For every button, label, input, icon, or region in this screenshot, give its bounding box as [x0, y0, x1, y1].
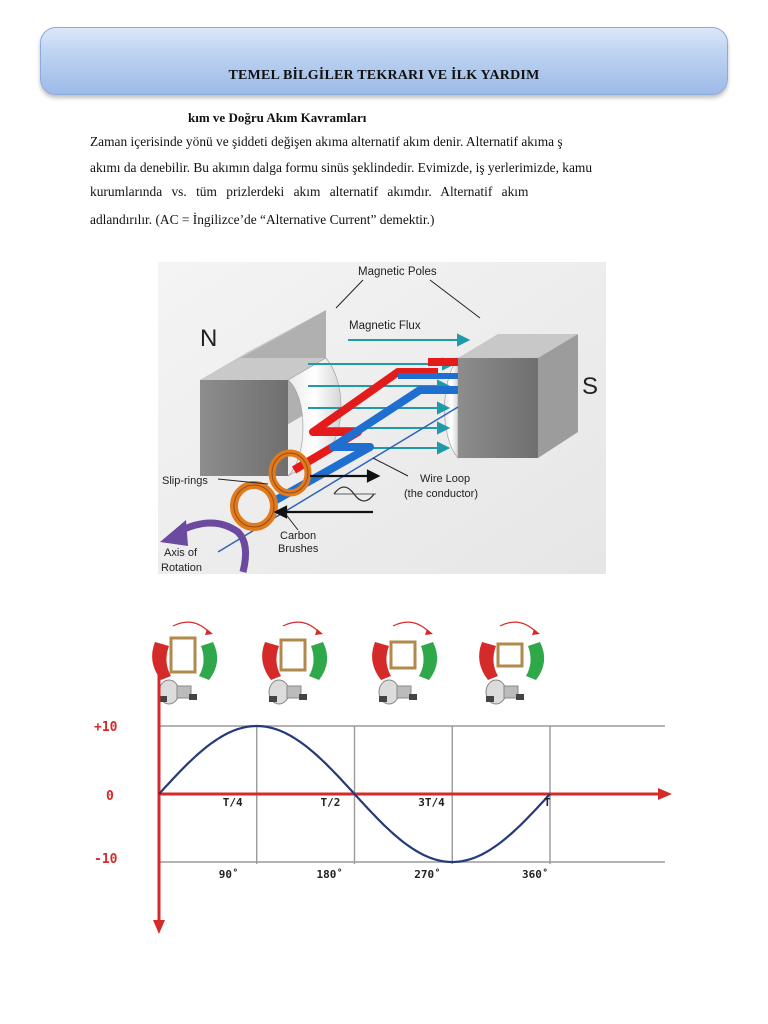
magnetic-flux-label: Magnetic Flux	[349, 320, 421, 332]
x-axis-arrow-icon	[658, 788, 672, 800]
time-tick-labels	[223, 796, 551, 809]
rotation-label: Rotation	[161, 562, 202, 574]
generator-thumbnail-icon	[372, 622, 437, 704]
degree-tick-label: 270˚	[414, 868, 441, 881]
sine-wave-chart	[80, 612, 680, 937]
degree-tick-label: 360˚	[522, 868, 549, 881]
generator-thumbnail-icon	[479, 622, 544, 704]
carbon-label: Carbon	[280, 530, 317, 542]
wire-loop-conductor-label: (the conductor)	[404, 488, 478, 500]
degree-tick-labels	[219, 868, 549, 881]
degree-tick-label: 90˚	[218, 868, 239, 881]
y-tick-label-zero: 0	[106, 789, 114, 804]
time-tick-label: 3T/4	[418, 796, 445, 809]
paragraph-line-3: kurumlarında vs. tüm prizlerdeki akım alternatif akımdır. Alternatif akım	[90, 184, 529, 199]
pole-n-label: N	[200, 325, 218, 352]
degree-tick-label: 180˚	[316, 868, 343, 881]
pole-s-label: S	[582, 373, 599, 400]
generator-thumbnails	[152, 622, 544, 704]
paragraph-line-2: akımı da denebilir. Bu akımın dalga formu sinüs şeklindedir. Evimizde, iş yerlerimizde, kamu	[90, 160, 593, 175]
slip-rings-label: Slip-rings	[162, 475, 208, 487]
time-tick-label: T/4	[222, 796, 243, 809]
chart-axes	[153, 650, 672, 934]
y-tick-label-minus10: -10	[94, 852, 118, 867]
magnetic-poles-label: Magnetic Poles	[358, 266, 437, 278]
axis-of-label: Axis of	[164, 547, 198, 559]
time-tick-label: T/2	[320, 796, 341, 809]
wire-loop-label: Wire Loop	[420, 473, 471, 485]
y-tick-label-plus10: +10	[94, 720, 118, 735]
brushes-label: Brushes	[278, 543, 319, 555]
ac-generator-diagram	[158, 262, 606, 574]
title-banner	[40, 27, 728, 95]
paragraph-line-4: adlandırılır. (AC = İngilizce’de “Alternative Current” demektir.)	[90, 212, 435, 227]
time-tick-label: T	[544, 796, 551, 809]
page-title: TEMEL BİLGİLER TEKRARI VE İLK YARDIM	[228, 68, 540, 83]
section-subtitle: kım ve Doğru Akım Kavramları	[188, 110, 367, 125]
y-axis-arrow-down-icon	[153, 920, 165, 934]
generator-thumbnail-icon	[262, 622, 327, 704]
paragraph-line-1: Zaman içerisinde yönü ve şiddeti değişen akıma alternatif akım denir. Alternatif akıma ş	[90, 134, 563, 149]
